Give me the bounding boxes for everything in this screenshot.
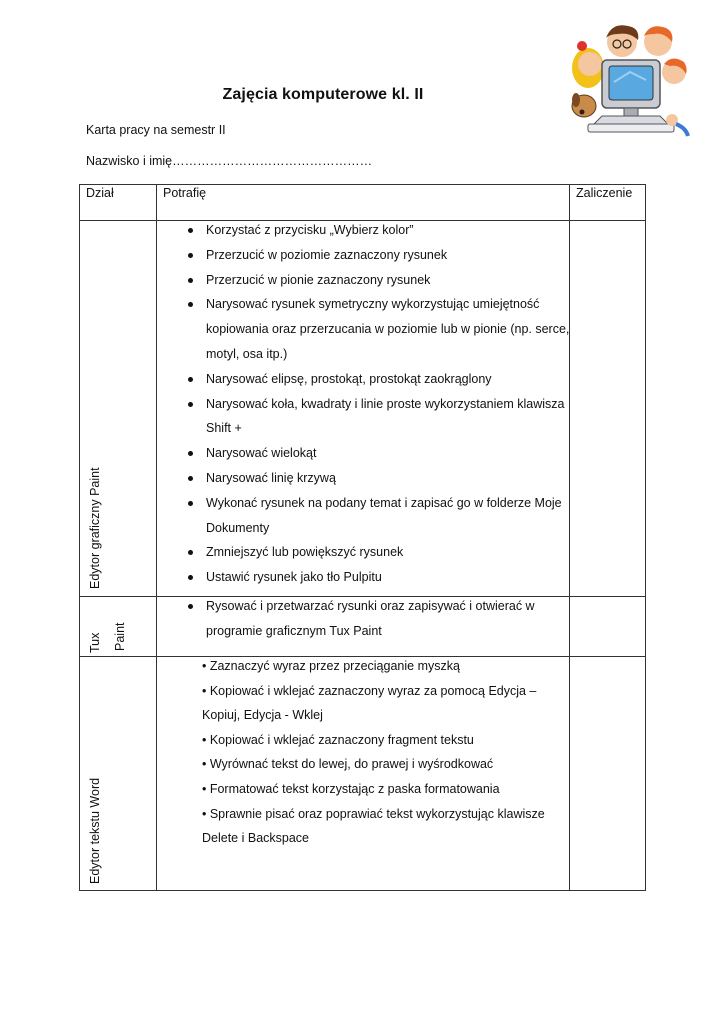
- table-border-left: [79, 184, 80, 891]
- list-item: • Zaznaczyć wyraz przez przeciąganie myszką: [202, 659, 460, 673]
- list-item: Ustawić rysunek jako tło Pulpitu: [185, 565, 575, 590]
- section-label-word: Edytor tekstu Word: [88, 777, 102, 884]
- list-item: Narysować linię krzywą: [185, 466, 575, 491]
- section-label-paint: Edytor graficzny Paint: [88, 467, 102, 589]
- section-label-paint-2: Paint: [113, 622, 127, 651]
- list-item: Korzystać z przycisku „Wybierz kolor”: [185, 218, 575, 243]
- children-computer-clipart: [568, 20, 692, 142]
- list-item: • Wyrównać tekst do lewej, do prawej i wyśrodkować: [202, 757, 494, 772]
- list-item: Narysować rysunek symetryczny wykorzystując umiejętność kopiowania oraz przerzucania w poziomie lub w pionie (np. serce, motyl, osa itp.): [185, 292, 575, 366]
- column-header-dzial: Dział: [86, 186, 114, 200]
- list-item: Przerzucić w poziomie zaznaczony rysunek: [185, 243, 575, 268]
- table-border-bottom: [79, 890, 646, 891]
- list-item: • Kopiować i wklejać zaznaczony fragment tekstu: [202, 732, 474, 747]
- table-border-right: [645, 184, 646, 891]
- word-skills-list: [202, 654, 552, 851]
- skills-table: [79, 184, 646, 891]
- section-label-tux: Tux: [88, 632, 102, 653]
- list-item: Wykonać rysunek na podany temat i zapisać go w folderze Moje Dokumenty: [185, 491, 575, 541]
- name-field-label: Nazwisko i imię…………………………………………: [86, 154, 373, 168]
- tuxpaint-skills-list: [185, 594, 575, 644]
- list-item: Narysować wielokąt: [185, 441, 575, 466]
- list-item: Zmniejszyć lub powiększyć rysunek: [185, 540, 575, 565]
- column-divider-1: [156, 184, 157, 891]
- list-item: Rysować i przetwarzać rysunki oraz zapisywać i otwierać w programie graficznym Tux Paint: [185, 594, 575, 644]
- column-header-zaliczenie: Zaliczenie: [576, 186, 633, 200]
- list-item: • Sprawnie pisać oraz poprawiać tekst wykorzystując klawisze Delete i Backspace: [202, 806, 545, 846]
- list-item: Narysować koła, kwadraty i linie proste wykorzystaniem klawisza Shift +: [185, 392, 575, 442]
- list-item: Narysować elipsę, prostokąt, prostokąt zaokrąglony: [185, 367, 575, 392]
- list-item: • Kopiować i wklejać zaznaczony wyraz za pomocą Edycja – Kopiuj, Edycja - Wklej: [202, 683, 537, 723]
- paint-skills-list: [185, 218, 575, 590]
- semester-label: Karta pracy na semestr II: [86, 123, 226, 137]
- table-border-top: [79, 184, 646, 185]
- document-title: Zajęcia komputerowe kl. II: [222, 86, 424, 103]
- column-header-potrafie: Potrafię: [163, 186, 207, 200]
- list-item: Przerzucić w pionie zaznaczony rysunek: [185, 268, 575, 293]
- list-item: • Formatować tekst korzystając z paska formatowania: [202, 781, 500, 796]
